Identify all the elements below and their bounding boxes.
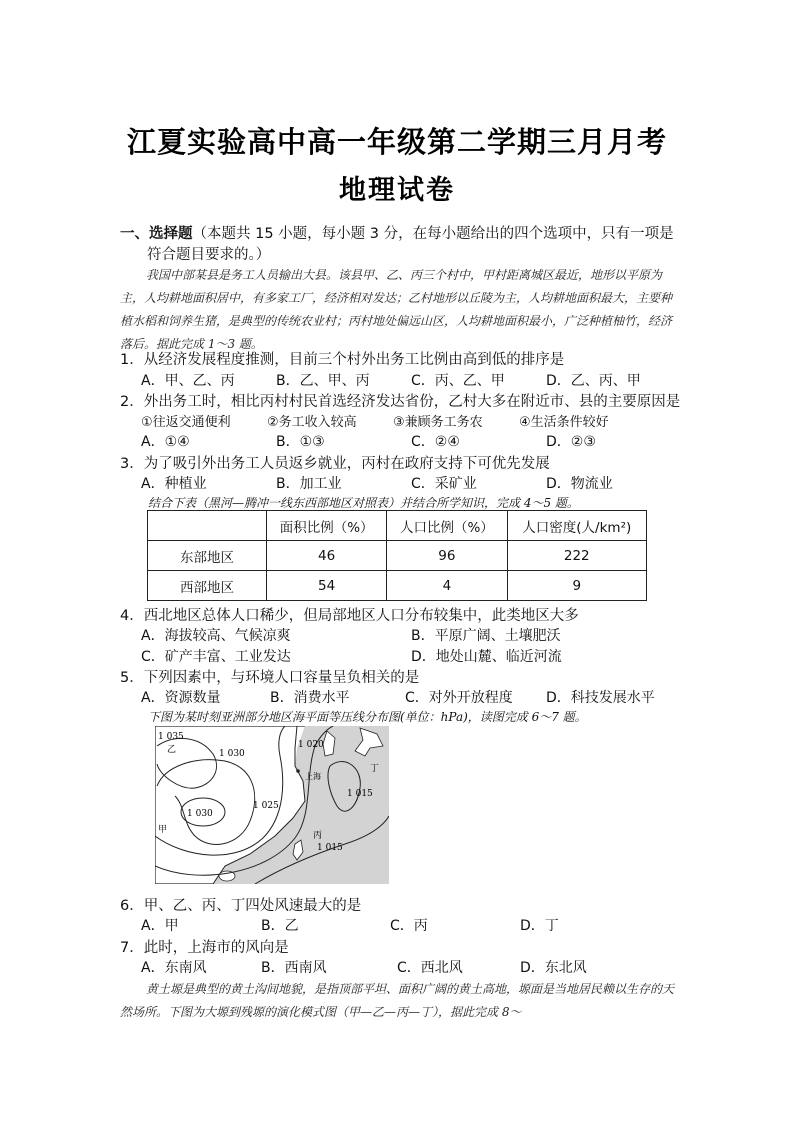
q2-item-2: ②务工收入较高: [267, 415, 357, 430]
question-7: 7．此时，上海市的风向是: [120, 940, 289, 956]
question-3: 3．为了吸引外出务工人员返乡就业，丙村在政府支持下可优先发展: [120, 456, 550, 472]
q2-option-a: A．①④: [141, 434, 190, 450]
table-cell: 222: [507, 541, 646, 571]
q1-option-a: A．甲、乙、丙: [141, 373, 235, 389]
table-cell: 9: [507, 571, 646, 601]
question-4: 4．西北地区总体人口稀少，但局部地区人口分布较集中，此类地区大多: [120, 608, 579, 624]
section-instruction-2: 符合题目要求的。）: [147, 247, 271, 263]
map-label-1015-south: 1 015: [317, 843, 343, 853]
q1-option-d: D．乙、丙、甲: [546, 373, 641, 389]
q6-option-c: C．丙: [390, 918, 428, 934]
table-row: [148, 541, 647, 571]
exam-subtitle: 地理试卷: [339, 175, 455, 206]
table-row: [148, 571, 647, 601]
question-5: 5．下列因素中，与环境人口容量呈负相关的是: [120, 670, 420, 686]
q4-option-a: A．海拔较高、气候凉爽: [141, 628, 291, 644]
q3-option-a: A．种植业: [141, 476, 207, 492]
q6-option-b: B．乙: [261, 918, 299, 934]
q7-option-d: D．东北风: [520, 960, 587, 976]
map-label-1030-inner: 1 030: [187, 809, 213, 819]
q4-option-b: B．平原广阔、土壤肥沃: [411, 628, 561, 644]
table-cell: 54: [267, 571, 387, 601]
population-table: [147, 510, 647, 601]
map-label-ding: 丁: [370, 764, 380, 774]
q6-option-a: A．甲: [141, 918, 179, 934]
table-cell: 东部地区: [148, 541, 267, 571]
q5-option-c: C．对外开放程度: [405, 690, 513, 706]
section-heading-line: [120, 222, 674, 243]
q7-option-b: B．西南风: [261, 960, 327, 976]
table-cell: 西部地区: [148, 571, 267, 601]
q4-option-c: C．矿产丰富、工业发达: [141, 649, 291, 665]
table-header-cell: [148, 511, 267, 541]
q5-option-a: A．资源数量: [141, 690, 221, 706]
table-cell: 96: [387, 541, 507, 571]
q4-option-d: D．地处山麓、临近河流: [411, 649, 562, 665]
map-label-1020: 1 020: [298, 740, 324, 750]
question-1: 1．从经济发展程度推测，目前三个村外出务工比例由高到低的排序是: [120, 352, 565, 368]
map-label-shanghai: 上海: [305, 772, 321, 781]
q2-option-b: B．①③: [276, 434, 325, 450]
map-label-yi: 乙: [167, 745, 177, 755]
table-header-cell: 人口比例（%）: [387, 511, 507, 541]
question-6: 6．甲、乙、丙、丁四处风速最大的是: [120, 898, 362, 914]
q5-option-d: D．科技发展水平: [546, 690, 655, 706]
map-label-1015: 1 015: [347, 789, 373, 799]
shanghai-marker: [296, 769, 300, 773]
map-intro-note: 下图为某时刻亚洲部分地区海平面等压线分布图(单位：hPa)，读图完成 6～7 题。: [148, 710, 587, 724]
exam-title: 江夏实验高中高一年级第二学期三月月考: [126, 125, 667, 159]
q2-item-3: ③兼顾务工务农: [393, 415, 483, 430]
table-header-cell: 人口密度(人/km²): [507, 511, 646, 541]
map-label-bing: 丙: [313, 831, 323, 841]
table-cell: 4: [387, 571, 507, 601]
map-label-1030-top: 1 030: [219, 749, 245, 759]
q1-option-c: C．丙、乙、甲: [411, 373, 505, 389]
map-label-1035: 1 035: [158, 732, 184, 742]
q2-item-1: ①往返交通便利: [141, 415, 231, 430]
map-label-jia: 甲: [158, 825, 168, 835]
q7-option-c: C．西北风: [397, 960, 463, 976]
table-cell: 46: [267, 541, 387, 571]
q7-option-a: A．东南风: [141, 960, 207, 976]
q2-item-4: ④生活条件较好: [519, 415, 609, 430]
section-heading: 一、选择题: [120, 226, 193, 242]
isobar-map: [155, 726, 389, 884]
q6-option-d: D．丁: [520, 918, 559, 934]
table-intro-note: 结合下表（黑河—腾冲一线东西部地区对照表）并结合所学知识，完成 4～5 题。: [148, 496, 579, 510]
passage-2: 黄土塬是典型的黄土沟间地貌，是指顶部平坦、面积广阔的黄土高地，塬面是当地居民赖以生存的天然场所。下图为大塬到残塬的演化模式图（甲—乙—丙—丁），据此完成 8～: [120, 982, 675, 1019]
q3-option-b: B．加工业: [276, 476, 342, 492]
q1-option-b: B．乙、甲、丙: [276, 373, 370, 389]
q2-option-c: C．②④: [411, 434, 460, 450]
question-2: 2．外出务工时，相比丙村村民首选经济发达省份，乙村大多在附近市、县的主要原因是: [120, 394, 681, 410]
q3-option-d: D．物流业: [546, 476, 613, 492]
q2-option-d: D．②③: [546, 434, 596, 450]
map-label-1025: 1 025: [253, 801, 279, 811]
table-header-row: [148, 511, 647, 541]
passage-1: 我国中部某县是务工人员输出大县。该县甲、乙、丙三个村中，甲村距离城区最近，地形以平原为主，人均耕地面积居中，有多家工厂，经济相对发达；乙村地形以丘陵为主，人均耕地面积最大，主要种植水稻和饲养生猪，是典型的传统农业村；丙村地处偏远山区，人均耕地面积最小，广泛种植柚竹，经济落后。据此完成 1～3 题。: [120, 268, 673, 351]
table-header-cell: 面积比例（%）: [267, 511, 387, 541]
section-instruction: （本题共 15 小题，每小题 3 分，在每小题给出的四个选项中，只有一项是: [192, 226, 674, 242]
q3-option-c: C．采矿业: [411, 476, 477, 492]
q5-option-b: B．消费水平: [270, 690, 350, 706]
